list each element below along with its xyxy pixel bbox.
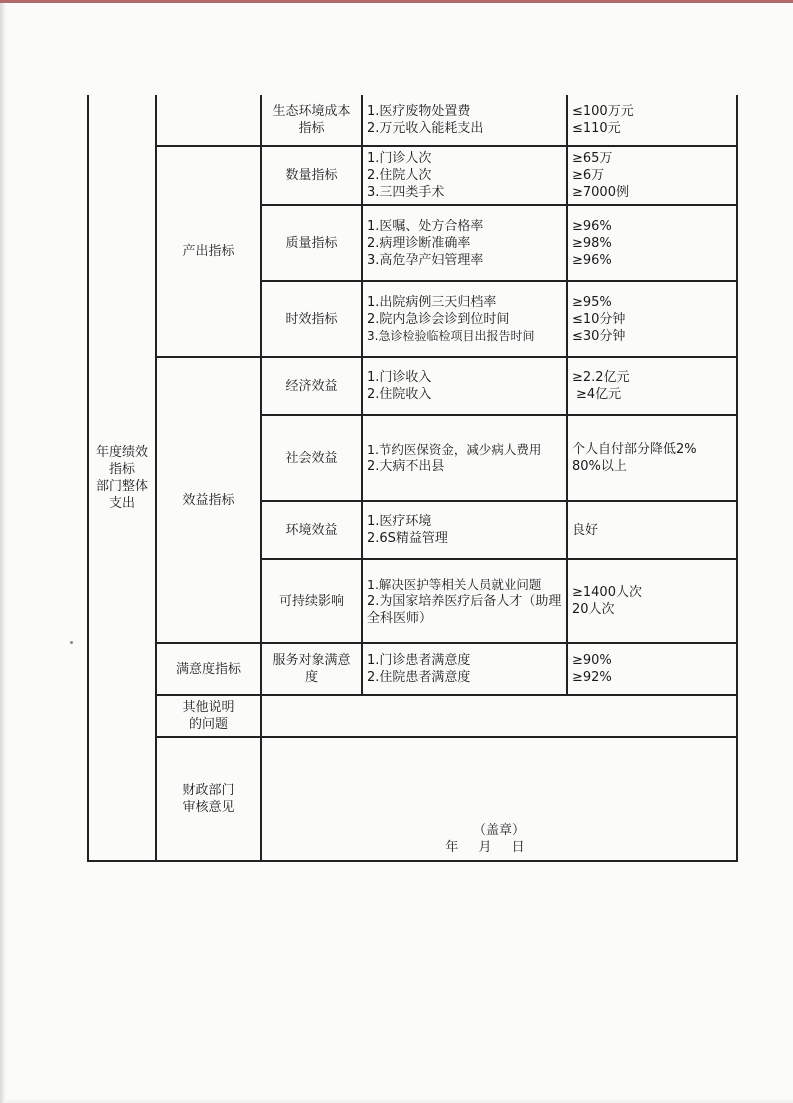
item-text: 2.大病不出县: [367, 459, 445, 474]
value-text: ≥96%: [572, 218, 612, 234]
label-line: 的问题: [188, 717, 228, 732]
row-eco-cost: [88, 95, 737, 146]
row-other-notes: [88, 695, 737, 737]
row-label-line: 支出: [108, 495, 135, 511]
indicator-values: [567, 357, 737, 415]
indicator-values: [567, 205, 737, 281]
indicator-name-economic: 经济效益: [261, 357, 362, 415]
item-text: 3.高危孕产妇管理率: [367, 252, 484, 268]
item-text: 1.门诊人次: [367, 151, 432, 166]
indicator-values: [567, 146, 737, 205]
item-text: 1.门诊收入: [367, 370, 432, 385]
indicator-values: [567, 415, 737, 501]
indicator-items: [362, 146, 567, 205]
name-line: 服务对象满意: [272, 653, 351, 668]
name-line: 指标: [298, 121, 325, 136]
item-text: 2.为国家培养医疗后备人才（助理全科医师）: [367, 593, 562, 626]
row-satisfaction: [88, 643, 737, 695]
value-text: ≥98%: [572, 235, 612, 251]
value-text: ≤100万元: [572, 104, 634, 119]
name-line: 生态环境成本: [272, 104, 351, 119]
indicator-items: [362, 357, 567, 415]
row-label-line: 年度绩效: [95, 444, 148, 460]
item-text: 2.住院人次: [367, 168, 432, 183]
value-text: 个人自付部分降低2%: [572, 442, 697, 457]
value-text: ≥2.2亿元: [572, 370, 630, 385]
item-text: 1.医疗废物处置费: [367, 104, 471, 119]
item-text: 1.节约医保资金，减少病人费用: [367, 442, 542, 457]
category-output: 产出指标: [156, 146, 261, 357]
label-line: 财政部门: [182, 783, 235, 798]
row-finance-review: [88, 737, 737, 861]
other-notes-label: [156, 695, 261, 737]
item-text: 2.住院收入: [367, 387, 432, 402]
item-text: 2.病理诊断准确率: [367, 235, 471, 251]
indicator-items: [362, 501, 567, 559]
item-text: 1.医疗环境: [367, 514, 432, 529]
value-text: ≥65万: [572, 151, 613, 166]
item-text: 2.6S精益管理: [367, 531, 448, 546]
value-text: ≥90%: [572, 653, 612, 668]
row-label-annual-indicator: [88, 95, 156, 861]
finance-review-content: [261, 737, 737, 861]
item-text: 1.解决医护等相关人员就业问题: [367, 576, 542, 592]
indicator-items: [362, 415, 567, 501]
indicator-name-sustainable: 可持续影响: [261, 559, 362, 643]
value-text: ≥6万: [572, 168, 605, 183]
value-text: ≥7000例: [572, 185, 629, 200]
indicator-name-social: 社会效益: [261, 415, 362, 501]
value-text: 20人次: [572, 602, 615, 617]
item-text: 2.万元收入能耗支出: [367, 121, 484, 136]
value-text: ≥4亿元: [576, 387, 622, 402]
category-satisfaction: 满意度指标: [156, 643, 261, 695]
empty-category-cell: [156, 95, 261, 146]
item-text: 1.出院病例三天归档率: [367, 294, 497, 310]
seal-area: [262, 822, 736, 856]
value-text: ≥92%: [572, 670, 612, 685]
item-text: 1.医嘱、处方合格率: [367, 218, 484, 234]
page-edge-shadow: [0, 3, 6, 1103]
name-line: 度: [304, 670, 318, 685]
row-label-line: 指标: [108, 461, 135, 477]
value-text: 80%以上: [572, 459, 627, 474]
value-text: ≥96%: [572, 252, 612, 268]
item-text: 2.住院患者满意度: [367, 670, 471, 685]
indicator-items: [362, 205, 567, 281]
row-quantity: [88, 146, 737, 205]
item-text: 3.三四类手术: [367, 185, 445, 200]
item-text: 1.门诊患者满意度: [367, 653, 471, 668]
performance-indicator-table: [87, 95, 738, 862]
row-label-line: 部门整体: [95, 478, 148, 494]
indicator-name-quality: 质量指标: [261, 205, 362, 281]
indicator-values: 良好: [567, 501, 737, 559]
value-text: ≤10分钟: [572, 311, 626, 327]
indicator-name-environment: 环境效益: [261, 501, 362, 559]
indicator-values: [567, 559, 737, 643]
indicator-name-quantity: 数量指标: [261, 146, 362, 205]
label-line: 审核意见: [182, 800, 235, 815]
row-economic: [88, 357, 737, 415]
value-text: ≤30分钟: [572, 328, 626, 344]
item-text: 2.院内急诊会诊到位时间: [367, 311, 510, 327]
value-text: ≥95%: [572, 294, 612, 310]
indicator-items: [362, 281, 567, 357]
other-notes-content: [261, 695, 737, 737]
seal-text: （盖章）: [472, 823, 525, 838]
indicator-values: [567, 643, 737, 695]
item-text: 3.急诊检验临检项目出报告时间: [367, 328, 535, 343]
value-text: ≥1400人次: [572, 585, 642, 600]
value-text: ≤110元: [572, 121, 621, 136]
indicator-values: [567, 95, 737, 146]
indicator-values: [567, 281, 737, 357]
indicator-items: [362, 643, 567, 695]
indicator-items: [362, 559, 567, 643]
indicator-items: [362, 95, 567, 146]
scan-speck: [70, 641, 73, 644]
date-text: 年 月 日: [445, 840, 533, 855]
indicator-name-eco-cost: [261, 95, 362, 146]
indicator-name-timeliness: 时效指标: [261, 281, 362, 357]
label-line: 其他说明: [182, 700, 235, 715]
indicator-name-satisfaction: [261, 643, 362, 695]
category-benefit: 效益指标: [156, 357, 261, 643]
